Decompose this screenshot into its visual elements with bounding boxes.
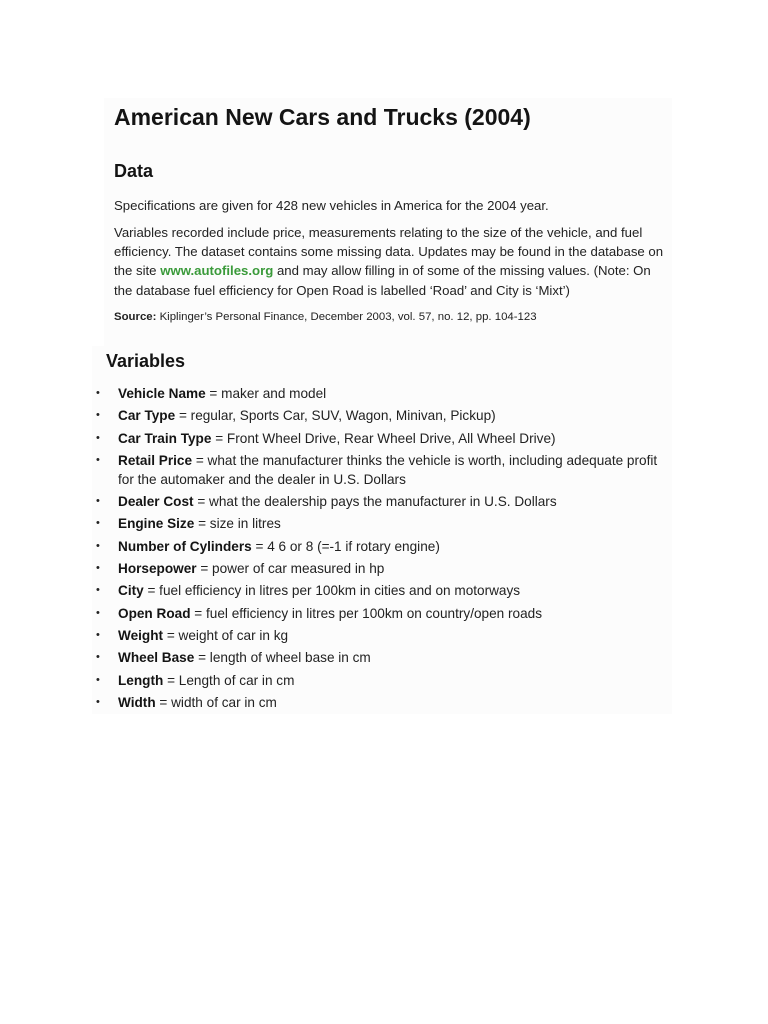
bullet-icon: • [96,517,100,530]
variable-name: Number of Cylinders [118,538,252,554]
variable-name: Width [118,694,156,710]
variables-list [92,384,672,715]
variable-description: = regular, Sports Car, SUV, Wagon, Minivan, Pickup) [175,408,496,424]
variable-description: = what the dealership pays the manufacturer in U.S. Dollars [193,494,557,510]
variable-name: Retail Price [118,452,193,468]
list-item [92,693,672,712]
variable-description: = Front Wheel Drive, Rear Wheel Drive, All Wheel Drive) [211,430,556,446]
bullet-icon: • [96,673,100,686]
variable-description: = fuel efficiency in litres per 100km on country/open roads [190,605,543,621]
list-item [92,626,672,645]
variable-name: Open Road [118,605,191,621]
variables-description-note: and may allow filling in of some of the missing values. (Note: On the database fuel efficiency for Open Road is labelled ‘Road’ and City is ‘Mixt’) [114,263,651,298]
variable-description: = 4 6 or 8 (=-1 if rotary engine) [251,538,440,554]
variable-name: Wheel Base [118,650,195,666]
list-item [92,492,672,511]
variable-description: = Length of car in cm [163,672,295,688]
list-item [92,604,672,623]
variable-description: = weight of car in kg [163,627,289,643]
source-label: Source: [114,311,157,323]
variable-name: Vehicle Name [118,386,206,401]
bullet-icon: • [96,453,100,466]
variable-name: Dealer Cost [118,494,194,510]
specs-paragraph: Specifications are given for 428 new vehicles in America for the 2004 year. [114,198,549,213]
variable-description: = power of car measured in hp [196,561,385,577]
list-item [92,537,672,556]
bullet-icon: • [96,651,100,664]
data-section-heading: Data [114,161,154,181]
variable-name: Car Train Type [118,430,212,446]
variable-name: Car Type [118,408,176,424]
variable-name: Weight [118,627,164,643]
variables-description-paragraph [114,223,670,300]
list-item [92,581,672,600]
bullet-icon: • [96,584,100,597]
list-item [92,514,672,533]
variable-description: = fuel efficiency in litres per 100km in cities and on motorways [143,583,521,599]
source-text: Kiplinger’s Personal Finance, December 2003, vol. 57, no. 12, pp. 104-123 [156,311,537,323]
bullet-icon: • [96,628,100,641]
list-item [92,671,672,690]
bullet-icon: • [96,562,100,575]
source-citation [114,309,537,325]
bullet-icon: • [96,409,100,422]
list-item [92,559,672,578]
bullet-icon: • [96,387,100,399]
list-item [92,406,672,425]
list-item [92,429,672,448]
variable-name: Horsepower [118,561,197,577]
variable-description: = size in litres [194,516,281,532]
variable-name: Length [118,672,164,688]
variable-description: = length of wheel base in cm [194,650,371,666]
list-item [92,451,672,489]
variable-name: Engine Size [118,516,195,532]
bullet-icon: • [96,606,100,619]
variable-name: City [118,583,144,599]
list-item [92,648,672,667]
variable-description: = what the manufacturer thinks the vehicle is worth, including adequate profit for the automaker and the dealer in U.S. Dollars [118,452,658,487]
bullet-icon: • [96,431,100,444]
variables-description-text: Variables recorded include price, measurements relating to the size of the vehicle, and fuel efficiency. The dataset contains some missing data. Updates may be found in the database on the site [114,225,664,279]
autofiles-link[interactable]: www.autofiles.org [160,263,274,279]
bullet-icon: • [96,539,100,552]
variables-section-heading: Variables [106,351,186,371]
variable-description: = width of car in cm [155,694,277,710]
page-title: American New Cars and Trucks (2004) [114,104,531,130]
bullet-icon: • [96,495,100,508]
variable-description: = maker and model [205,386,327,401]
bullet-icon: • [96,695,100,708]
list-item [92,384,672,403]
